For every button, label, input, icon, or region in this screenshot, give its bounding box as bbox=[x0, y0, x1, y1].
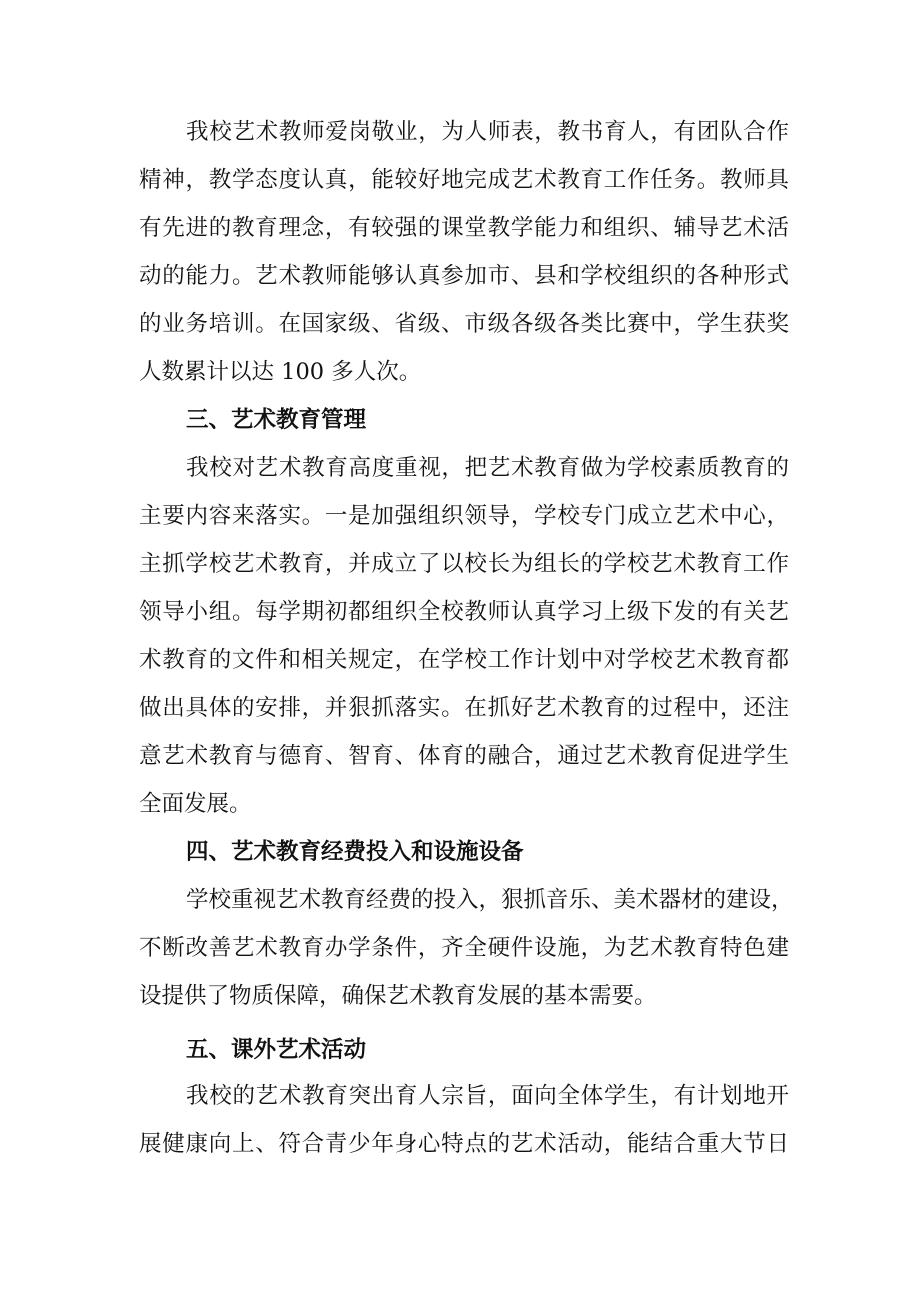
paragraph-line: 领导小组。每学期初都组织全校教师认真学习上级下发的有关艺 bbox=[139, 599, 789, 625]
section-heading-3: 三、艺术教育管理 bbox=[186, 407, 367, 433]
paragraph-line: 学校重视艺术教育经费的投入，狠抓音乐、美术器材的建设， bbox=[186, 887, 794, 913]
paragraph-line: 主要内容来落实。一是加强组织领导，学校专门成立艺术中心， bbox=[139, 503, 789, 529]
paragraph-line: 有先进的教育理念，有较强的课堂教学能力和组织、辅导艺术活 bbox=[139, 215, 789, 241]
paragraph-line: 精神，教学态度认真，能较好地完成艺术教育工作任务。教师具 bbox=[139, 167, 789, 193]
paragraph-line: 主抓学校艺术教育，并成立了以校长为组长的学校艺术教育工作 bbox=[139, 551, 789, 577]
section-heading-4: 四、艺术教育经费投入和设施设备 bbox=[186, 839, 524, 865]
paragraph-line: 人数累计以达 100 多人次。 bbox=[139, 359, 422, 385]
paragraph-line: 术教育的文件和相关规定，在学校工作计划中对学校艺术教育都 bbox=[139, 647, 789, 673]
paragraph-line: 不断改善艺术教育办学条件，齐全硬件设施，为艺术教育特色建 bbox=[139, 935, 789, 961]
paragraph-line: 意艺术教育与德育、智育、体育的融合，通过艺术教育促进学生 bbox=[139, 743, 789, 769]
paragraph-line: 的业务培训。在国家级、省级、市级各级各类比赛中，学生获奖 bbox=[139, 311, 789, 337]
paragraph-line: 做出具体的安排，并狠抓落实。在抓好艺术教育的过程中，还注 bbox=[139, 695, 789, 721]
section-heading-5: 五、课外艺术活动 bbox=[186, 1037, 367, 1063]
paragraph-line: 设提供了物质保障，确保艺术教育发展的基本需要。 bbox=[139, 983, 657, 1009]
paragraph-line: 我校的艺术教育突出育人宗旨，面向全体学生，有计划地开 bbox=[186, 1083, 789, 1109]
paragraph-line: 展健康向上、符合青少年身心特点的艺术活动，能结合重大节日 bbox=[139, 1131, 789, 1157]
paragraph-line: 我校艺术教师爱岗敬业，为人师表，教书育人，有团队合作 bbox=[186, 119, 789, 145]
paragraph-line: 我校对艺术教育高度重视，把艺术教育做为学校素质教育的 bbox=[186, 455, 789, 481]
paragraph-line: 全面发展。 bbox=[139, 791, 252, 817]
paragraph-line: 动的能力。艺术教师能够认真参加市、县和学校组织的各种形式 bbox=[139, 263, 789, 289]
